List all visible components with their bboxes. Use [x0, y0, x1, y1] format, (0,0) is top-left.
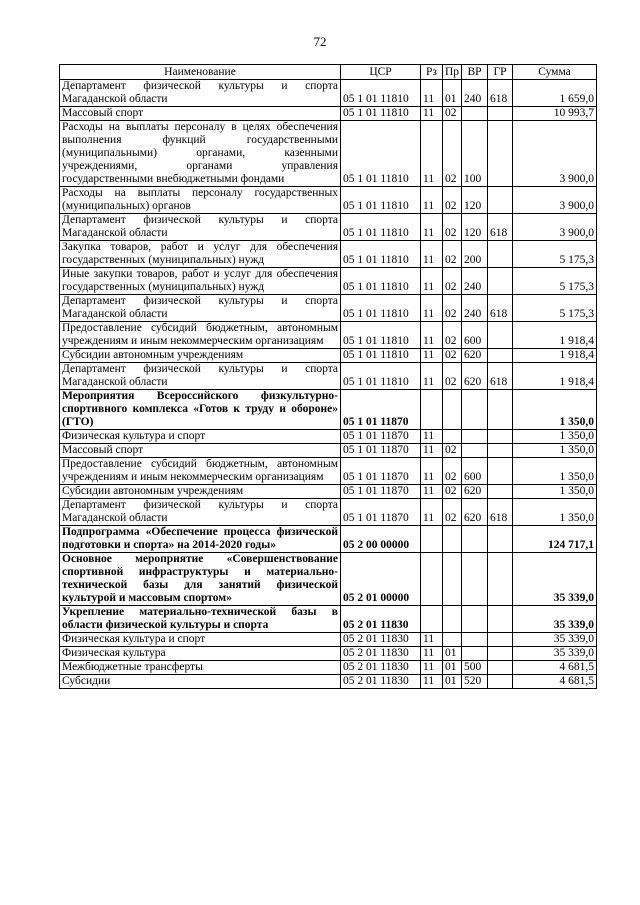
table-row [60, 322, 597, 349]
row-name-cell: Предоставление субсидий бюджетным, автономным учреждениям и иным некоммерческим организациям [60, 322, 341, 349]
row-sum-cell: 3 900,0 [513, 121, 597, 187]
row-pr-cell: 01 [443, 661, 462, 675]
row-vr-cell [462, 526, 488, 553]
row-rz-cell [421, 526, 443, 553]
row-csr-cell: 05 1 01 11810 [341, 349, 421, 363]
row-rz-cell: 11 [421, 675, 443, 689]
row-gr-cell [488, 430, 513, 444]
row-vr-cell [462, 606, 488, 633]
row-sum-cell: 4 681,5 [513, 661, 597, 675]
row-gr-cell: 618 [488, 214, 513, 241]
row-name-cell: Закупка товаров, работ и услуг для обеспечения государственных (муниципальных) нужд [60, 241, 341, 268]
row-gr-cell [488, 485, 513, 499]
row-rz-cell: 11 [421, 363, 443, 390]
row-pr-cell: 02 [443, 107, 462, 121]
row-vr-cell [462, 647, 488, 661]
table-row [60, 121, 597, 187]
row-gr-cell [488, 390, 513, 430]
row-name-cell: Субсидии автономным учреждениям [60, 349, 341, 363]
row-vr-cell [462, 107, 488, 121]
row-rz-cell: 11 [421, 80, 443, 107]
row-csr-cell: 05 1 01 11810 [341, 121, 421, 187]
header-rz: Рз [421, 65, 443, 80]
row-pr-cell: 01 [443, 675, 462, 689]
row-name-cell: Иные закупки товаров, работ и услуг для обеспечения государственных (муниципальных) нужд [60, 268, 341, 295]
row-csr-cell: 05 2 01 11830 [341, 633, 421, 647]
row-gr-cell: 618 [488, 499, 513, 526]
row-gr-cell [488, 241, 513, 268]
row-name-cell: Департамент физической культуры и спорта Магаданской области [60, 214, 341, 241]
row-gr-cell [488, 121, 513, 187]
row-rz-cell: 11 [421, 268, 443, 295]
row-rz-cell: 11 [421, 633, 443, 647]
table-row [60, 526, 597, 553]
row-rz-cell [421, 390, 443, 430]
table-row [60, 390, 597, 430]
row-csr-cell: 05 1 01 11810 [341, 107, 421, 121]
row-pr-cell: 02 [443, 499, 462, 526]
table-row [60, 363, 597, 390]
row-rz-cell: 11 [421, 485, 443, 499]
row-vr-cell: 600 [462, 458, 488, 485]
row-gr-cell [488, 553, 513, 606]
row-name-cell: Субсидии [60, 675, 341, 689]
row-gr-cell: 618 [488, 363, 513, 390]
row-pr-cell: 02 [443, 322, 462, 349]
row-name-cell: Физическая культура и спорт [60, 430, 341, 444]
row-sum-cell: 1 918,4 [513, 349, 597, 363]
table-row [60, 349, 597, 363]
row-sum-cell: 10 993,7 [513, 107, 597, 121]
header-pr: Пр [443, 65, 462, 80]
row-pr-cell [443, 430, 462, 444]
row-csr-cell: 05 2 00 00000 [341, 526, 421, 553]
row-gr-cell: 618 [488, 295, 513, 322]
row-pr-cell: 02 [443, 349, 462, 363]
row-csr-cell: 05 1 01 11810 [341, 363, 421, 390]
row-csr-cell: 05 1 01 11870 [341, 430, 421, 444]
budget-table [59, 64, 597, 689]
table-header-row [60, 65, 597, 80]
table-row [60, 499, 597, 526]
row-rz-cell: 11 [421, 444, 443, 458]
row-rz-cell: 11 [421, 241, 443, 268]
table-row [60, 187, 597, 214]
row-vr-cell: 500 [462, 661, 488, 675]
row-name-cell: Департамент физической культуры и спорта Магаданской области [60, 499, 341, 526]
row-pr-cell [443, 606, 462, 633]
row-rz-cell [421, 606, 443, 633]
row-sum-cell: 3 900,0 [513, 187, 597, 214]
row-pr-cell: 01 [443, 647, 462, 661]
header-gr: ГР [488, 65, 513, 80]
row-rz-cell: 11 [421, 458, 443, 485]
table-row [60, 647, 597, 661]
table-row [60, 675, 597, 689]
table-row [60, 430, 597, 444]
row-csr-cell: 05 2 01 11830 [341, 647, 421, 661]
row-name-cell: Физическая культура и спорт [60, 633, 341, 647]
row-pr-cell: 01 [443, 80, 462, 107]
row-pr-cell: 02 [443, 241, 462, 268]
row-gr-cell [488, 526, 513, 553]
row-name-cell: Расходы на выплаты персоналу государственных (муниципальных) органов [60, 187, 341, 214]
row-rz-cell: 11 [421, 121, 443, 187]
row-csr-cell: 05 1 01 11870 [341, 499, 421, 526]
row-sum-cell: 35 339,0 [513, 633, 597, 647]
row-sum-cell: 1 350,0 [513, 458, 597, 485]
row-sum-cell: 5 175,3 [513, 268, 597, 295]
row-rz-cell: 11 [421, 187, 443, 214]
row-name-cell: Укрепление материально-технической базы в области физической культуры и спорта [60, 606, 341, 633]
row-sum-cell: 1 350,0 [513, 390, 597, 430]
row-vr-cell: 620 [462, 363, 488, 390]
row-csr-cell: 05 1 01 11810 [341, 322, 421, 349]
row-pr-cell: 02 [443, 363, 462, 390]
row-gr-cell [488, 322, 513, 349]
row-csr-cell: 05 1 01 11810 [341, 241, 421, 268]
row-sum-cell: 5 175,3 [513, 295, 597, 322]
row-rz-cell: 11 [421, 430, 443, 444]
row-name-cell: Массовый спорт [60, 444, 341, 458]
row-sum-cell: 1 350,0 [513, 430, 597, 444]
header-name: Наименование [60, 65, 341, 80]
row-rz-cell: 11 [421, 107, 443, 121]
row-sum-cell: 1 350,0 [513, 485, 597, 499]
row-rz-cell: 11 [421, 647, 443, 661]
row-gr-cell [488, 458, 513, 485]
row-csr-cell: 05 1 01 11870 [341, 390, 421, 430]
row-vr-cell: 240 [462, 268, 488, 295]
row-name-cell: Департамент физической культуры и спорта Магаданской области [60, 295, 341, 322]
row-pr-cell: 02 [443, 444, 462, 458]
row-vr-cell: 240 [462, 295, 488, 322]
row-vr-cell [462, 444, 488, 458]
row-sum-cell: 1 659,0 [513, 80, 597, 107]
row-sum-cell: 1 918,4 [513, 363, 597, 390]
row-vr-cell: 100 [462, 121, 488, 187]
row-csr-cell: 05 2 01 00000 [341, 553, 421, 606]
table-row [60, 485, 597, 499]
row-csr-cell: 05 1 01 11870 [341, 444, 421, 458]
row-pr-cell [443, 526, 462, 553]
row-sum-cell: 1 918,4 [513, 322, 597, 349]
row-name-cell: Департамент физической культуры и спорта Магаданской области [60, 363, 341, 390]
row-csr-cell: 05 2 01 11830 [341, 661, 421, 675]
row-csr-cell: 05 1 01 11810 [341, 187, 421, 214]
header-sum: Сумма [513, 65, 597, 80]
row-pr-cell: 02 [443, 295, 462, 322]
row-rz-cell: 11 [421, 214, 443, 241]
table-row [60, 606, 597, 633]
table-body [60, 80, 597, 689]
table-row [60, 553, 597, 606]
row-csr-cell: 05 1 01 11810 [341, 268, 421, 295]
row-vr-cell [462, 553, 488, 606]
table-row [60, 268, 597, 295]
row-vr-cell: 200 [462, 241, 488, 268]
row-sum-cell: 1 350,0 [513, 499, 597, 526]
row-name-cell: Межбюджетные трансферты [60, 661, 341, 675]
row-vr-cell: 620 [462, 499, 488, 526]
row-rz-cell: 11 [421, 499, 443, 526]
table-row [60, 80, 597, 107]
row-sum-cell: 5 175,3 [513, 241, 597, 268]
row-gr-cell [488, 661, 513, 675]
row-vr-cell: 120 [462, 214, 488, 241]
row-pr-cell: 02 [443, 187, 462, 214]
row-sum-cell: 35 339,0 [513, 606, 597, 633]
row-vr-cell [462, 633, 488, 647]
row-vr-cell [462, 430, 488, 444]
row-name-cell: Массовый спорт [60, 107, 341, 121]
row-csr-cell: 05 1 01 11870 [341, 485, 421, 499]
table-row [60, 107, 597, 121]
row-name-cell: Мероприятия Всероссийского физкультурно-спортивного комплекса «Готов к труду и обороне» (ГТО) [60, 390, 341, 430]
row-gr-cell [488, 107, 513, 121]
table-row [60, 295, 597, 322]
row-gr-cell [488, 633, 513, 647]
row-sum-cell: 4 681,5 [513, 675, 597, 689]
row-name-cell: Расходы на выплаты персоналу в целях обеспечения выполнения функций государственными (муниципальными) органами, казенными учреждениями, органами управления государственными внебюджетными фондами [60, 121, 341, 187]
row-name-cell: Физическая культура [60, 647, 341, 661]
row-csr-cell: 05 1 01 11810 [341, 295, 421, 322]
row-pr-cell: 02 [443, 121, 462, 187]
table-row [60, 661, 597, 675]
row-gr-cell [488, 187, 513, 214]
table-row [60, 458, 597, 485]
row-csr-cell: 05 1 01 11870 [341, 458, 421, 485]
row-csr-cell: 05 1 01 11810 [341, 80, 421, 107]
row-name-cell: Основное мероприятие «Совершенствование спортивной инфраструктуры и материально-технической базы для занятий физической культурой и массовым спортом» [60, 553, 341, 606]
row-name-cell: Подпрограмма «Обеспечение процесса физической подготовки и спорта» на 2014-2020 годы» [60, 526, 341, 553]
row-pr-cell [443, 390, 462, 430]
row-rz-cell: 11 [421, 295, 443, 322]
header-vr: ВР [462, 65, 488, 80]
table-row [60, 241, 597, 268]
row-gr-cell [488, 606, 513, 633]
row-sum-cell: 35 339,0 [513, 553, 597, 606]
row-name-cell: Департамент физической культуры и спорта Магаданской области [60, 80, 341, 107]
row-vr-cell: 240 [462, 80, 488, 107]
header-csr: ЦСР [341, 65, 421, 80]
table-row [60, 214, 597, 241]
row-gr-cell [488, 349, 513, 363]
row-rz-cell [421, 553, 443, 606]
row-pr-cell [443, 553, 462, 606]
row-vr-cell [462, 390, 488, 430]
row-vr-cell: 600 [462, 322, 488, 349]
table-row [60, 444, 597, 458]
row-name-cell: Субсидии автономным учреждениям [60, 485, 341, 499]
row-sum-cell: 35 339,0 [513, 647, 597, 661]
row-gr-cell [488, 444, 513, 458]
row-vr-cell: 520 [462, 675, 488, 689]
row-pr-cell [443, 633, 462, 647]
row-pr-cell: 02 [443, 485, 462, 499]
row-vr-cell: 620 [462, 349, 488, 363]
row-sum-cell: 3 900,0 [513, 214, 597, 241]
row-gr-cell [488, 647, 513, 661]
row-gr-cell: 618 [488, 80, 513, 107]
row-pr-cell: 02 [443, 458, 462, 485]
row-csr-cell: 05 1 01 11810 [341, 214, 421, 241]
row-vr-cell: 620 [462, 485, 488, 499]
row-pr-cell: 02 [443, 268, 462, 295]
row-pr-cell: 02 [443, 214, 462, 241]
row-vr-cell: 120 [462, 187, 488, 214]
row-csr-cell: 05 2 01 11830 [341, 606, 421, 633]
page-number: 72 [313, 34, 327, 49]
row-rz-cell: 11 [421, 661, 443, 675]
table-row [60, 633, 597, 647]
row-name-cell: Предоставление субсидий бюджетным, автономным учреждениям и иным некоммерческим организациям [60, 458, 341, 485]
row-gr-cell [488, 675, 513, 689]
row-sum-cell: 1 350,0 [513, 444, 597, 458]
row-rz-cell: 11 [421, 349, 443, 363]
row-csr-cell: 05 2 01 11830 [341, 675, 421, 689]
row-rz-cell: 11 [421, 322, 443, 349]
row-sum-cell: 124 717,1 [513, 526, 597, 553]
row-gr-cell [488, 268, 513, 295]
